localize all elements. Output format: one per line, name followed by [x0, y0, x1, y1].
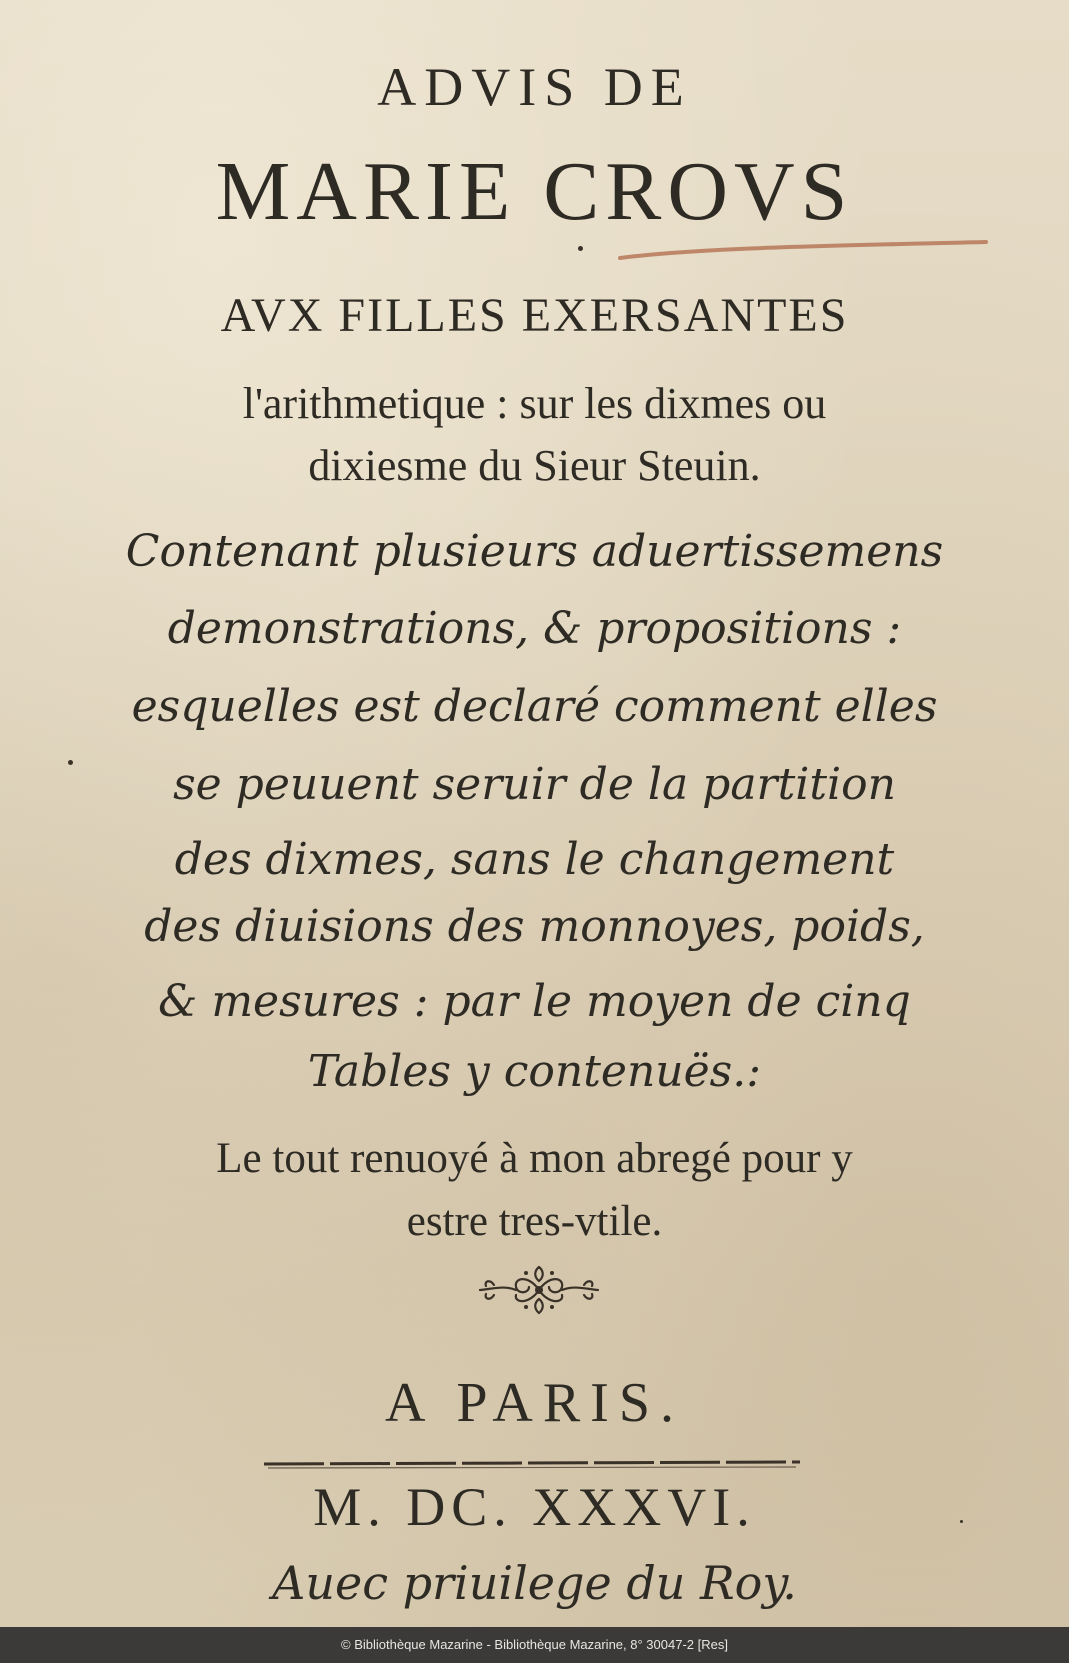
ink-speck [68, 760, 73, 765]
copyright-footer-bar [0, 1627, 1069, 1663]
subtitle-line-1: l'arithmetique : sur les dixmes ou [242, 379, 827, 428]
description-line: Tables y contenuës.: [307, 1046, 762, 1097]
title-line-1: ADVIS DE [377, 57, 692, 117]
title-line-2-author: MARIE CROVS [215, 145, 854, 238]
closing-line-2: estre tres-vtile. [406, 1198, 663, 1245]
description-line: Contenant plusieurs aduertissemens [125, 526, 944, 577]
description-line: esquelles est declaré comment elles [131, 681, 938, 732]
description-line: demonstrations, & propositions : [167, 603, 902, 654]
closing-line-1: Le tout renuoyé à mon abregé pour y [216, 1135, 853, 1182]
ink-speck [578, 246, 583, 251]
privilege-line: Auec priuilege du Roy. [272, 1556, 797, 1610]
description-line: des diuisions des monnoyes, poids, [144, 901, 925, 952]
copyright-credit: © Bibliothèque Mazarine - Bibliothèque Mazarine, 8° 30047-2 [Res] [341, 1637, 728, 1652]
red-pen-underline [618, 238, 988, 268]
description-line: se peuuent seruir de la partition [173, 759, 896, 810]
description-line: des dixmes, sans le changement [174, 834, 895, 885]
subtitle-line-2: dixiesme du Sieur Steuin. [308, 441, 761, 490]
printed-rule-divider [262, 1458, 802, 1472]
title-line-3: AVX FILLES EXERSANTES [220, 289, 849, 342]
ink-speck [960, 1520, 963, 1523]
imprint-date: M. DC. XXXVI. [313, 1477, 756, 1537]
floral-fleuron-icon [474, 1255, 604, 1325]
description-line: & mesures : par le moyen de cinq [158, 976, 911, 1027]
imprint-place: A PARIS. [385, 1372, 684, 1434]
